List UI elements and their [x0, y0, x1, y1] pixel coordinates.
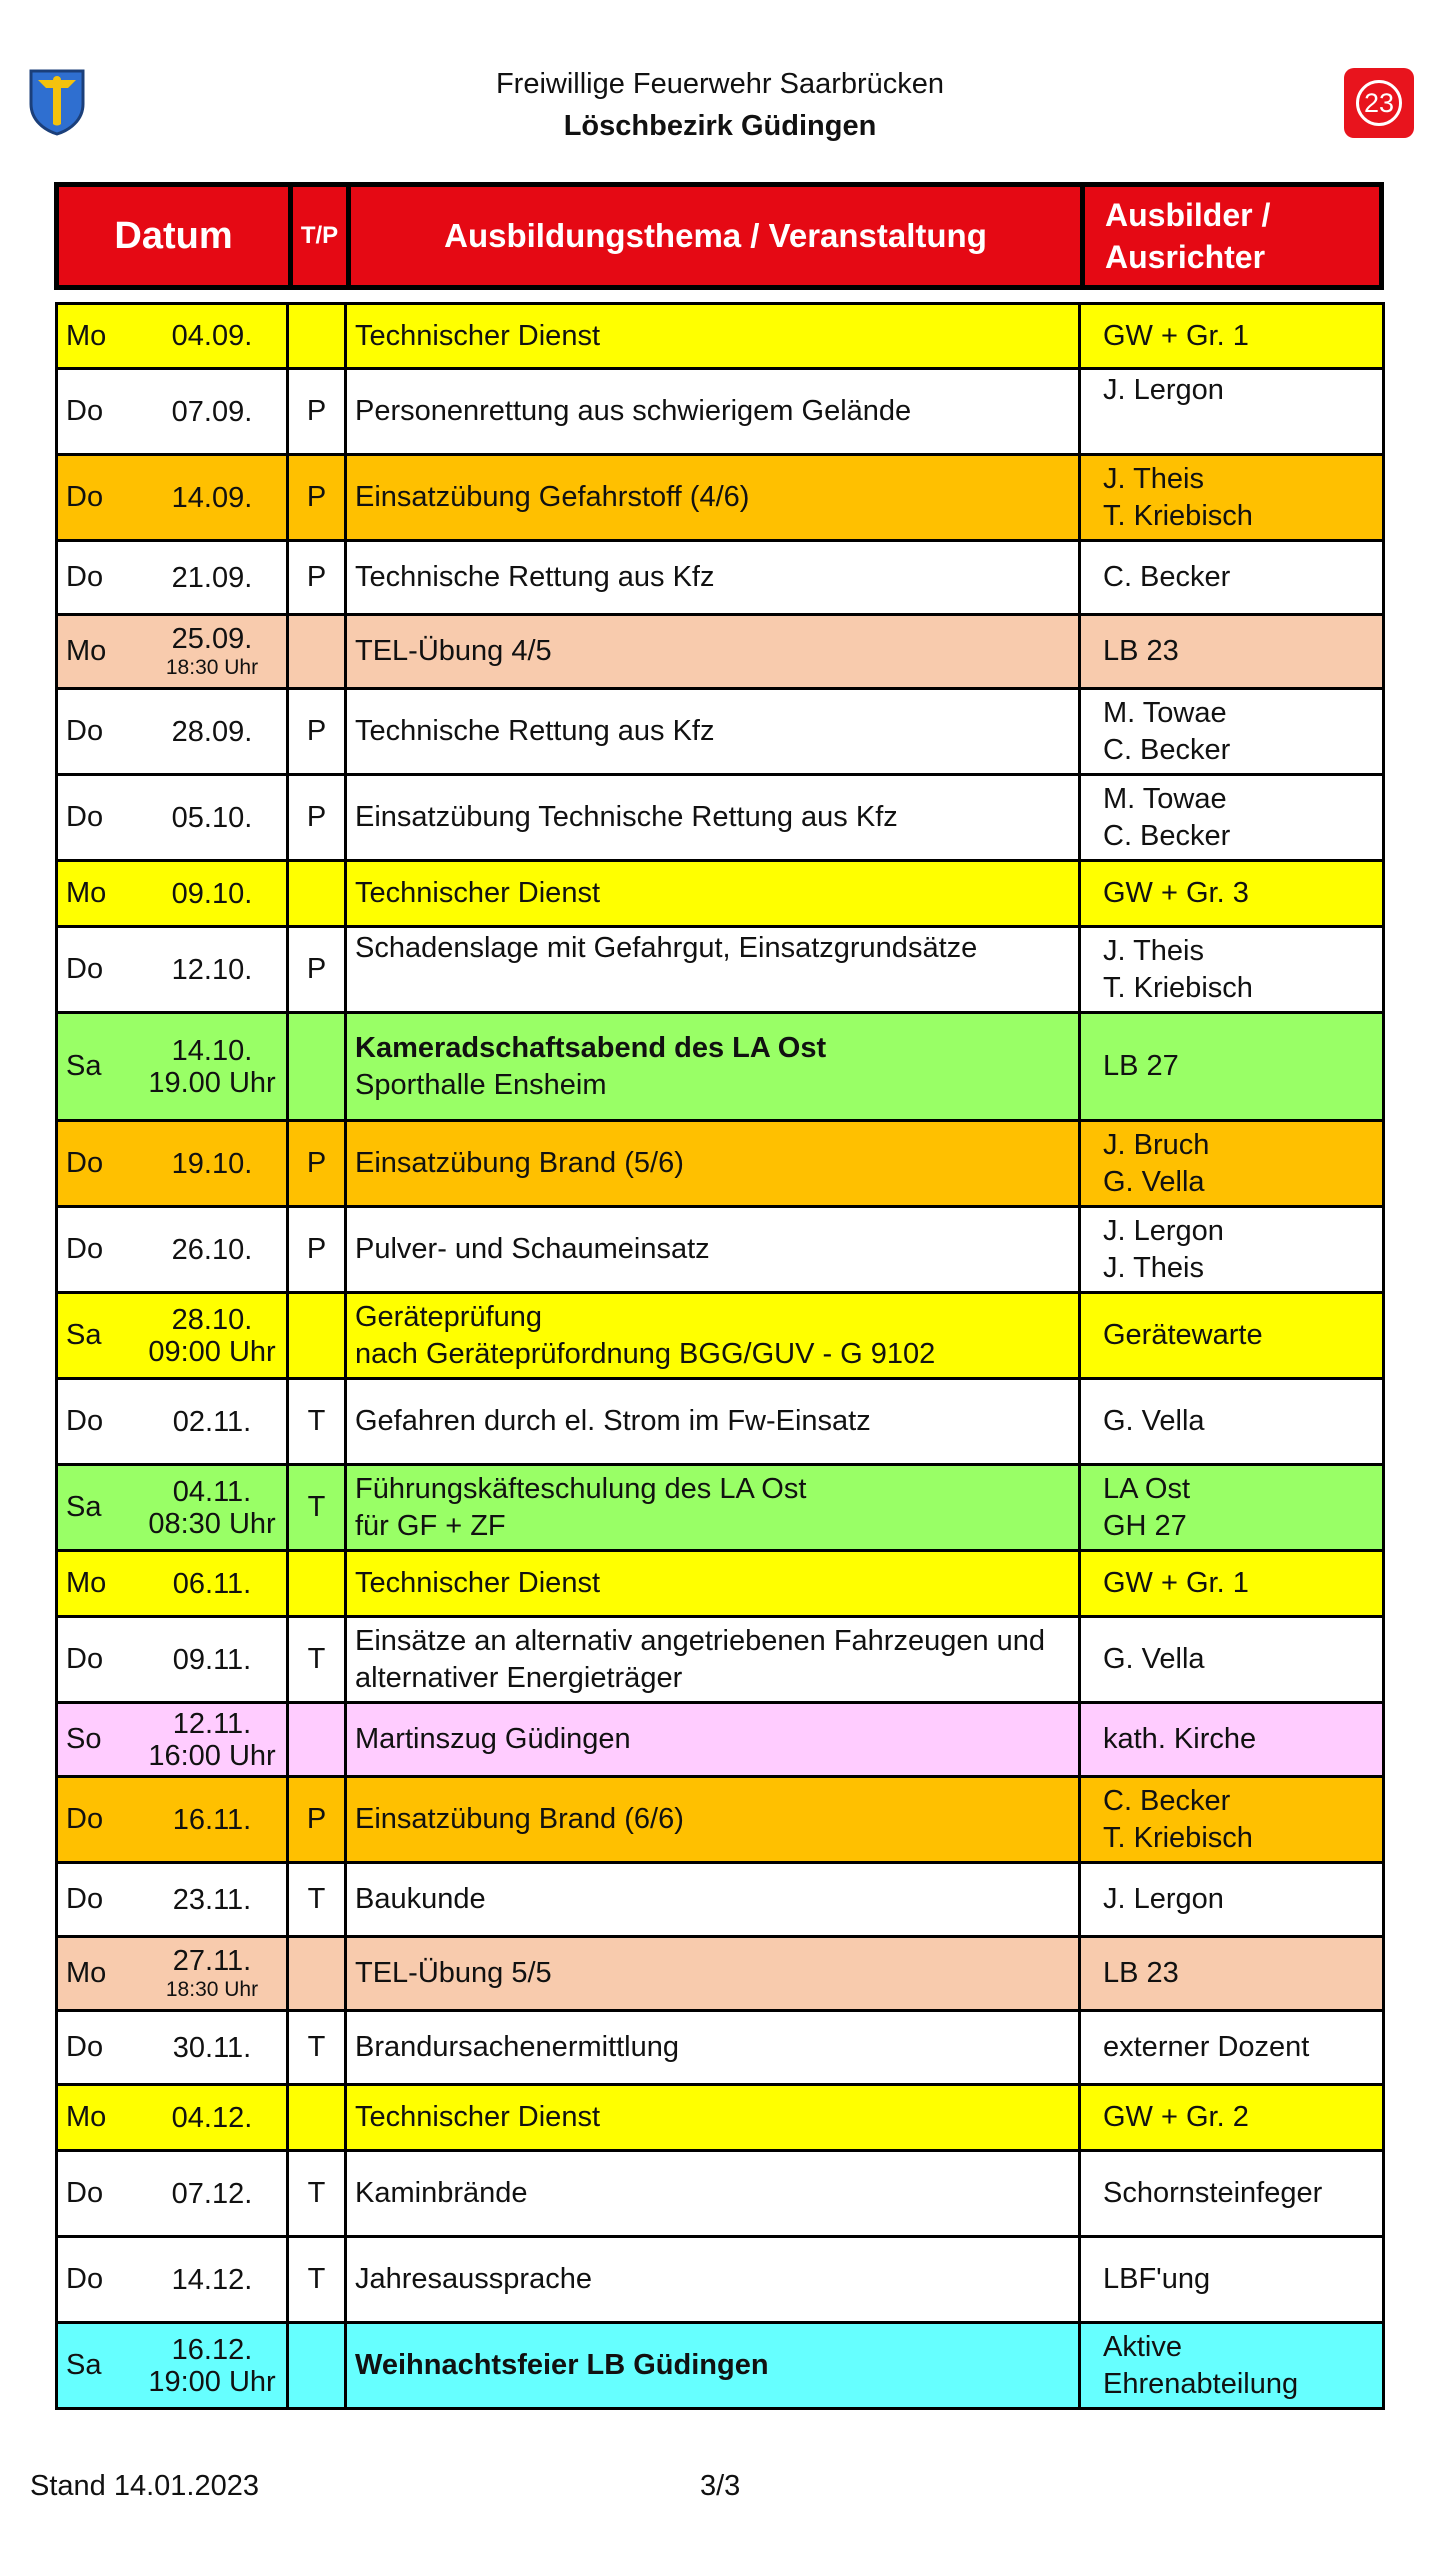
cell-date [138, 690, 289, 773]
cell-date [138, 1294, 289, 1377]
cell-date-value: 14.10. [171, 1034, 253, 1067]
cell-time-value: 09:00 Uhr [148, 1335, 276, 1368]
page-number: 3/3 [700, 2470, 741, 2502]
cell-tp: T [289, 1618, 347, 1701]
cell-time-value: 19.00 Uhr [148, 1066, 276, 1099]
cell-topic [347, 1704, 1081, 1775]
cell-instructor: Gerätewarte [1103, 1319, 1263, 1351]
cell-topic-text: Technischer Dienst [355, 1567, 600, 1599]
cell-date-value: 04.09. [171, 320, 253, 352]
cell-topic [347, 1466, 1081, 1549]
cell-topic [347, 2152, 1081, 2235]
cell-date [138, 456, 289, 539]
cell-date-value: 09.10. [171, 877, 253, 910]
cell-time-value: 16:00 Uhr [148, 1739, 276, 1772]
cell-day: Mo [66, 319, 107, 352]
cell-instructor: GW + Gr. 1 [1103, 319, 1249, 352]
cell-instructor: C. Becker T. Kriebisch [1103, 1784, 1253, 1854]
cell-day: Do [66, 1643, 104, 1675]
cell-date-value: 28.10. [171, 1303, 253, 1336]
cell-day: Do [66, 801, 104, 833]
cell-topic [347, 456, 1081, 539]
cell-date [138, 542, 289, 613]
cell-instructor: externer Dozent [1103, 2031, 1310, 2063]
cell-tp: P [289, 690, 347, 773]
cell-instructor: LB 23 [1103, 635, 1179, 667]
table-row [55, 456, 1385, 542]
cell-instructor: J. Lergon [1103, 1883, 1224, 1915]
table-row [55, 1938, 1385, 2012]
cell-topic [347, 2012, 1081, 2083]
cell-date [138, 1014, 289, 1119]
schedule-table [55, 302, 1385, 2410]
cell-tp [289, 862, 347, 925]
cell-date [138, 1938, 289, 2009]
cell-instructor: kath. Kirche [1103, 1723, 1257, 1755]
cell-date-value: 27.11. [172, 1944, 252, 1977]
cell-topic [347, 1864, 1081, 1935]
cell-date-value: 21.09. [171, 561, 253, 594]
cell-tp: P [289, 456, 347, 539]
cell-day: Sa [66, 1050, 102, 1082]
cell-tp [289, 305, 347, 367]
cell-day: Do [66, 2031, 104, 2063]
cell-date [138, 1208, 289, 1291]
cell-topic-text: Personenrettung aus schwierigem Gelände [355, 395, 912, 427]
cell-topic-text: Brandursachenermittlung [355, 2031, 680, 2063]
cell-date [138, 928, 289, 1011]
cell-day: Do [66, 481, 104, 513]
cell-day: Mo [66, 2101, 107, 2133]
cell-tp: P [289, 542, 347, 613]
cell-tp [289, 2086, 347, 2149]
cell-instructor: J. Theis T. Kriebisch [1103, 462, 1253, 532]
cell-date-value: 28.09. [171, 715, 253, 748]
cell-instructor: M. Towae C. Becker [1103, 696, 1231, 766]
cell-date [138, 2012, 289, 2083]
cell-topic [347, 305, 1081, 367]
cell-topic-text: Gefahren durch el. Strom im Fw-Einsatz [355, 1405, 871, 1437]
cell-date-value: 05.10. [171, 801, 253, 834]
cell-topic [347, 690, 1081, 773]
page-header [0, 0, 1440, 170]
cell-topic [347, 1778, 1081, 1861]
cell-date [138, 2238, 289, 2321]
cell-date [138, 1552, 289, 1615]
cell-date-value: 23.11. [172, 1883, 252, 1916]
cell-date [138, 1466, 289, 1549]
cell-topic [347, 1294, 1081, 1377]
cell-date [138, 776, 289, 859]
table-row [55, 690, 1385, 776]
cell-date [138, 1618, 289, 1701]
cell-date-value: 07.09. [171, 395, 253, 428]
cell-date [138, 616, 289, 687]
table-row [55, 1778, 1385, 1864]
cell-day: Do [66, 561, 104, 593]
cell-date-value: 02.11. [172, 1405, 252, 1438]
cell-topic-text: Schadenslage mit Gefahrgut, Einsatzgrundsätze [355, 932, 978, 964]
cell-tp: P [289, 776, 347, 859]
cell-date [138, 1864, 289, 1935]
cell-instructor: G. Vella [1103, 1643, 1205, 1675]
cell-topic [347, 862, 1081, 925]
cell-topic-text: Technische Rettung aus Kfz [355, 561, 715, 593]
table-row [55, 2086, 1385, 2152]
cell-day: Do [66, 1233, 104, 1265]
cell-tp: T [289, 2012, 347, 2083]
cell-day: Mo [66, 1567, 107, 1599]
cell-tp: P [289, 928, 347, 1011]
table-row [55, 862, 1385, 928]
cell-day: Do [66, 1803, 104, 1835]
cell-date-value: 09.11. [172, 1643, 252, 1676]
cell-instructor: GW + Gr. 1 [1103, 1567, 1249, 1599]
table-row [55, 1618, 1385, 1704]
cell-topic-text: Technischer Dienst [355, 2101, 600, 2133]
cell-date [138, 2152, 289, 2235]
table-row [55, 2324, 1385, 2410]
cell-topic [347, 2086, 1081, 2149]
cell-date-value: 12.10. [171, 953, 253, 986]
cell-date-value: 07.12. [171, 2177, 253, 2210]
column-header-instructor: Ausbilder / Ausrichter [1105, 197, 1271, 275]
cell-date [138, 1778, 289, 1861]
cell-day: Do [66, 715, 104, 747]
cell-instructor: LA Ost GH 27 [1103, 1472, 1191, 1542]
cell-date-value: 19.10. [171, 1147, 253, 1180]
table-row [55, 928, 1385, 1014]
cell-instructor: J. Theis T. Kriebisch [1103, 934, 1253, 1004]
cell-topic-subtitle: Sporthalle Ensheim [355, 1068, 607, 1101]
cell-date-value: 16.12. [171, 2333, 253, 2366]
cell-topic-text: Einsatzübung Brand (6/6) [355, 1803, 684, 1835]
table-header [54, 182, 1384, 290]
cell-topic-text: Kaminbrände [355, 2177, 528, 2209]
cell-time-value: 08:30 Uhr [148, 1507, 276, 1540]
cell-topic-text: TEL-Übung 5/5 [355, 1957, 552, 1989]
cell-day: Do [66, 1405, 104, 1437]
table-row [55, 2012, 1385, 2086]
cell-topic-text: Weihnachtsfeier LB Güdingen [355, 2349, 769, 2381]
cell-day: Do [66, 2177, 104, 2209]
cell-instructor: J. Lergon [1103, 374, 1224, 406]
cell-tp: P [289, 370, 347, 453]
cell-topic [347, 1618, 1081, 1701]
stand-date: Stand 14.01.2023 [30, 2470, 259, 2502]
table-row [55, 1380, 1385, 1466]
cell-tp: T [289, 1864, 347, 1935]
cell-date [138, 2086, 289, 2149]
organization-name: Freiwillige Feuerwehr Saarbrücken [495, 68, 945, 100]
cell-date-value: 12.11. [172, 1707, 252, 1740]
department-name: Löschbezirk Güdingen [563, 110, 877, 142]
cell-date-value: 26.10. [171, 1233, 253, 1266]
table-row [55, 1014, 1385, 1122]
cell-date [138, 1380, 289, 1463]
cell-instructor: C. Becker [1103, 561, 1231, 593]
cell-date [138, 862, 289, 925]
cell-tp [289, 2324, 347, 2407]
cell-topic-text: Pulver- und Schaumeinsatz [355, 1233, 710, 1265]
cell-day: Do [66, 953, 104, 985]
table-row [55, 1294, 1385, 1380]
cell-day: Sa [66, 1319, 102, 1351]
cell-tp: P [289, 1122, 347, 1205]
cell-instructor: LB 27 [1103, 1050, 1179, 1082]
cell-topic-text: Technischer Dienst [355, 877, 600, 909]
cell-topic-text: Jahresaussprache [355, 2263, 592, 2295]
cell-date-value: 14.09. [171, 481, 253, 514]
table-row [55, 1466, 1385, 1552]
cell-instructor: Aktive Ehrenabteilung [1103, 2330, 1299, 2400]
cell-topic-text: Einsätze an alternativ angetriebenen Fahrzeugen und alternativer Energieträger [355, 1624, 1046, 1694]
cell-topic [347, 1380, 1081, 1463]
cell-day: Do [66, 2263, 104, 2295]
cell-topic [347, 616, 1081, 687]
cell-topic [347, 2324, 1081, 2407]
cell-tp [289, 1704, 347, 1775]
cell-instructor: LBF'ung [1103, 2263, 1211, 2295]
cell-topic [347, 1208, 1081, 1291]
cell-date-value: 16.11. [172, 1803, 252, 1836]
cell-date [138, 2324, 289, 2407]
table-row [55, 616, 1385, 690]
cell-topic-text: Einsatzübung Brand (5/6) [355, 1147, 684, 1179]
cell-tp [289, 1294, 347, 1377]
table-row [55, 1704, 1385, 1778]
table-row [55, 1122, 1385, 1208]
cell-tp [289, 1552, 347, 1615]
table-row [55, 2152, 1385, 2238]
cell-date [138, 1122, 289, 1205]
cell-date-value: 06.11. [172, 1567, 252, 1600]
cell-instructor: J. Bruch G. Vella [1103, 1128, 1210, 1198]
table-row [55, 542, 1385, 616]
cell-instructor: GW + Gr. 3 [1103, 877, 1249, 909]
cell-day: Mo [66, 1957, 107, 1989]
district-badge [1344, 68, 1414, 138]
cell-topic [347, 928, 1081, 1011]
cell-day: Sa [66, 2349, 102, 2381]
table-row [55, 1552, 1385, 1618]
cell-time-value: 18:30 Uhr [165, 1977, 259, 2001]
column-header-tp: T/P [293, 187, 351, 285]
cell-topic-text: Martinszug Güdingen [355, 1723, 631, 1755]
cell-instructor: J. Lergon J. Theis [1103, 1214, 1224, 1284]
cell-topic [347, 1552, 1081, 1615]
cell-date [138, 305, 289, 367]
cell-date-value: 14.12. [171, 2263, 253, 2296]
cell-topic [347, 370, 1081, 453]
cell-instructor: M. Towae C. Becker [1103, 782, 1231, 852]
cell-instructor: Schornsteinfeger [1103, 2177, 1323, 2209]
cell-topic [347, 1122, 1081, 1205]
cell-topic [347, 776, 1081, 859]
cell-topic-text: Technischer Dienst [355, 319, 600, 352]
cell-topic [347, 1938, 1081, 2009]
column-header-date: Datum [59, 187, 293, 285]
cell-date-value: 04.12. [171, 2101, 253, 2134]
table-row [55, 1864, 1385, 1938]
cell-day: Mo [66, 877, 107, 909]
cell-time-value: 19:00 Uhr [148, 2365, 276, 2398]
table-row [55, 2238, 1385, 2324]
cell-topic-text: Einsatzübung Gefahrstoff (4/6) [355, 481, 750, 513]
cell-topic-text: Baukunde [355, 1883, 486, 1915]
cell-day: Do [66, 1883, 104, 1915]
cell-topic [347, 542, 1081, 613]
cell-topic-text: Führungskäfteschulung des LA Ost für GF + ZF [355, 1472, 807, 1542]
cell-topic [347, 1014, 1081, 1119]
table-row [55, 305, 1385, 370]
cell-topic-text: Technische Rettung aus Kfz [355, 715, 715, 747]
cell-date [138, 1704, 289, 1775]
cell-date-value: 30.11. [172, 2031, 252, 2064]
cell-date-value: 04.11. [172, 1475, 252, 1508]
cell-topic [347, 2238, 1081, 2321]
cell-date-value: 25.09. [171, 622, 253, 655]
cell-instructor: G. Vella [1103, 1405, 1205, 1437]
cell-tp: T [289, 1380, 347, 1463]
cell-tp: T [289, 2238, 347, 2321]
cell-day: Do [66, 1147, 104, 1179]
cell-topic-text: TEL-Übung 4/5 [355, 635, 552, 667]
cell-tp: T [289, 1466, 347, 1549]
cell-day: Mo [66, 635, 107, 667]
cell-instructor: LB 23 [1103, 1957, 1179, 1989]
cell-tp [289, 1938, 347, 2009]
table-row [55, 1208, 1385, 1294]
cell-tp: T [289, 2152, 347, 2235]
table-row [55, 776, 1385, 862]
cell-tp [289, 1014, 347, 1119]
cell-day: So [66, 1723, 102, 1755]
table-row [55, 370, 1385, 456]
cell-topic-text: Einsatzübung Technische Rettung aus Kfz [355, 801, 898, 833]
cell-tp [289, 616, 347, 687]
cell-instructor: GW + Gr. 2 [1103, 2101, 1249, 2133]
badge-number: 23 [1356, 80, 1402, 126]
column-header-topic: Ausbildungsthema / Veranstaltung [351, 187, 1085, 285]
cell-topic-text: Geräteprüfung nach Geräteprüfordnung BGG/GUV - G 9102 [355, 1300, 936, 1370]
cell-day: Sa [66, 1491, 102, 1523]
cell-tp: P [289, 1778, 347, 1861]
cell-day: Do [66, 395, 104, 427]
cell-time-value: 18:30 Uhr [165, 655, 259, 679]
cell-date [138, 370, 289, 453]
cell-topic-title: Kameradschaftsabend des LA Ost [355, 1031, 827, 1064]
cell-tp: P [289, 1208, 347, 1291]
